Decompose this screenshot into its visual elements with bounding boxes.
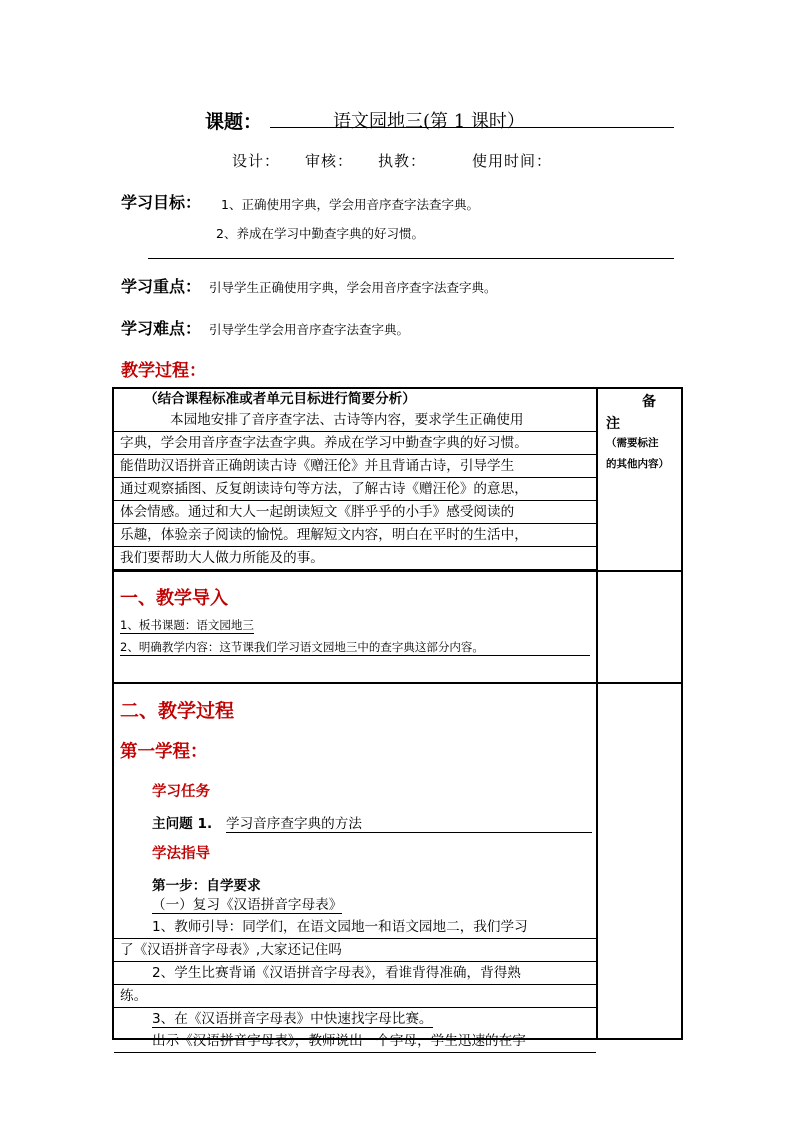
step-1-label: 第一步：自学要求 [152, 878, 261, 894]
analysis-line: 我们要帮助大人做力所能及的事。 [114, 547, 596, 570]
process-line: 出示《汉语拼音字母表》，教师说出一个字母，学生迅速的在字 [114, 1030, 596, 1053]
analysis-line: 本园地安排了音序查字法、古诗等内容，要求学生正确使用 [114, 409, 596, 432]
difficulty-label: 学习难点： [121, 319, 202, 338]
teach-label: 执教： [378, 152, 427, 170]
key-point-text: 引导学生正确使用字典，学会用音序查字法查字典。 [209, 280, 497, 295]
analysis-heading: （结合课程标准或者单元目标进行简要分析） [144, 391, 416, 407]
process-line: 了《汉语拼音字母表》,大家还记住吗 [114, 939, 596, 962]
notes-sub-1: （需要标注 [606, 437, 659, 449]
goal-item-1: 1、正确使用字典，学会用音序查字法查字典。 [221, 197, 479, 212]
analysis-line: 能借助汉语拼音正确朗读古诗《赠汪伦》并且背诵古诗，引导学生 [114, 455, 596, 478]
process-line: 2、学生比赛背诵《汉语拼音字母表》，看谁背得准确，背得熟 [114, 962, 596, 985]
analysis-line: 体会情感。通过和大人一起朗读短文《胖乎乎的小手》感受阅读的 [114, 501, 596, 524]
process-line: 练。 [114, 985, 596, 1008]
divider-line [148, 258, 674, 259]
analysis-line: 乐趣，体验亲子阅读的愉悦。理解短文内容，明白在平时的生活中， [114, 524, 596, 547]
question-label: 主问题 1. [152, 816, 213, 832]
notes-sub-2: 的其他内容） [606, 458, 669, 470]
question-text: 学习音序查字典的方法 [226, 812, 592, 833]
task-label: 学习任务 [152, 784, 210, 800]
lesson-title: 语文园地三(第 1 课时） [333, 111, 525, 132]
key-point-label: 学习重点： [121, 277, 202, 296]
process-heading: 教学过程： [121, 361, 206, 381]
intro-cell [113, 571, 597, 683]
difficulty-text: 引导学生学会用音序查字法查字典。 [209, 322, 410, 337]
process-cell [113, 683, 597, 1049]
analysis-cell [113, 388, 597, 571]
process-line: 3、在《汉语拼音字母表》中快速找字母比赛。 [152, 1011, 433, 1027]
goals-label: 学习目标： [121, 193, 202, 212]
lesson-table [112, 387, 683, 1049]
guidance-label: 学法指导 [152, 846, 210, 862]
date-label: 使用时间： [472, 152, 553, 170]
process-line: 1、教师引导：同学们，在语文园地一和语文园地二，我们学习 [114, 916, 596, 939]
review-label: 审核： [305, 152, 354, 170]
notes-cell-3 [597, 683, 682, 1039]
stage-heading: 第一学程： [120, 742, 208, 762]
notes-title-a: 备 [642, 394, 656, 410]
design-label: 设计： [232, 152, 281, 170]
process-section-heading: 二、教学过程 [120, 700, 235, 722]
intro-item-1: 1、板书课题：语文园地三 [120, 618, 254, 632]
review-heading: （一）复习《汉语拼音字母表》 [152, 897, 343, 913]
intro-heading: 一、教学导入 [120, 588, 228, 609]
analysis-line: 通过观察插图、反复朗读诗句等方法，了解古诗《赠汪伦》的意思， [114, 478, 596, 501]
intro-item-2: 2、明确教学内容：这节课我们学习语文园地三中的查字典这部分内容。 [120, 639, 590, 656]
notes-cell-2 [597, 571, 682, 683]
title-label: 课题： [205, 111, 263, 133]
notes-cell [597, 388, 682, 571]
notes-title-b: 注 [606, 416, 620, 432]
analysis-line: 字典，学会用音序查字法查字典。养成在学习中勤查字典的好习惯。 [114, 432, 596, 455]
goal-item-2: 2、养成在学习中勤查字典的好习惯。 [216, 226, 424, 241]
